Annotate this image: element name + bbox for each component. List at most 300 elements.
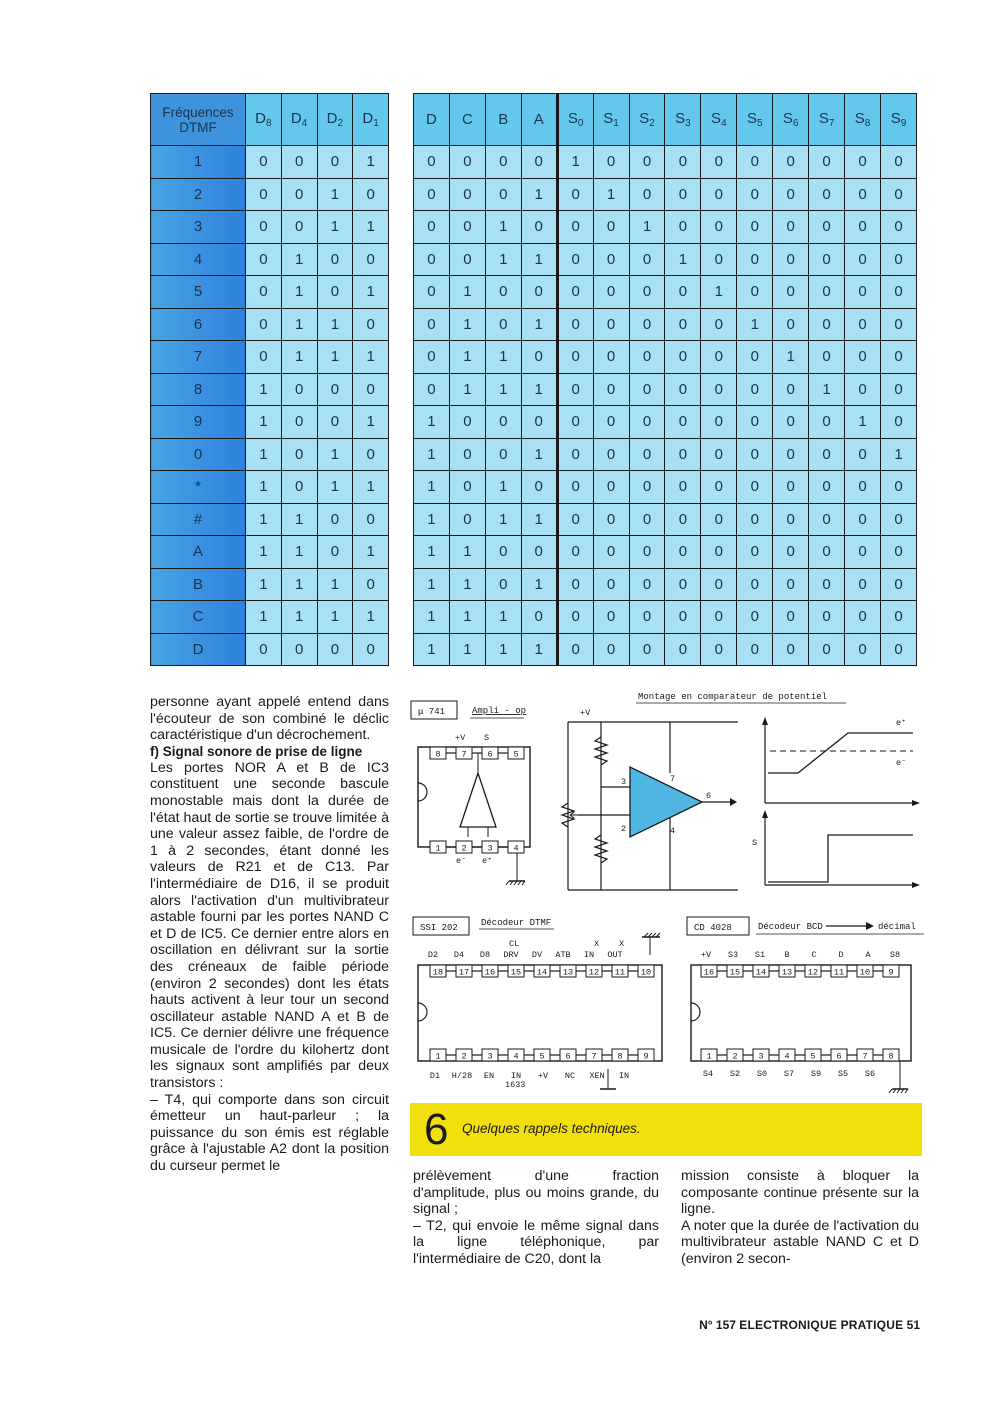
bit-cell: 0 [353,568,389,601]
bit-cell: 0 [414,276,450,309]
comparator-circuit [562,692,920,890]
bit-cell: 1 [414,536,450,569]
cd4028-title-arrow: décimal [878,922,916,932]
bit-cell: 0 [773,471,809,504]
header-cell: $S_6$ [773,94,809,146]
table-row [151,601,389,634]
bit-cell: 0 [665,341,701,374]
table-row [414,178,917,211]
pin-label: B [784,950,790,960]
bit-cell: 0 [317,373,353,406]
table-row [151,341,389,374]
pin-label: +V [537,1071,549,1081]
bit-cell: 0 [353,178,389,211]
pin-label: 7 [670,774,676,784]
bit-cell: 0 [521,341,557,374]
bit-cell: 0 [737,471,773,504]
header-cell: $D_4$ [281,94,317,146]
bit-cell: 0 [809,211,845,244]
pin-number: 4 [513,1051,519,1062]
bit-cell: 0 [593,146,629,179]
bit-cell: 1 [317,471,353,504]
bit-cell: 0 [246,211,282,244]
bit-cell: 0 [449,503,485,536]
bit-cell: 0 [449,243,485,276]
pin-label: S3 [727,950,739,960]
bit-cell: 1 [353,341,389,374]
bit-cell: 0 [773,243,809,276]
bit-cell: 1 [317,341,353,374]
bit-cell: 0 [629,536,665,569]
bit-cell: 0 [557,406,593,439]
bit-cell: 0 [809,601,845,634]
ssi202-title: Décodeur DTMF [481,918,552,928]
bit-cell: 1 [246,471,282,504]
bit-cell: 1 [521,373,557,406]
bit-cell: 0 [281,211,317,244]
bit-cell: 0 [281,146,317,179]
bit-cell: 0 [629,276,665,309]
bit-cell: 1 [485,601,521,634]
bit-cell: 0 [665,536,701,569]
bit-cell: 0 [737,276,773,309]
pin-number: 16 [484,967,496,978]
table-row [414,471,917,504]
bit-cell: 0 [629,243,665,276]
bit-cell: 1 [449,276,485,309]
table-row [151,471,389,504]
header-cell: $S_0$ [557,94,593,146]
bit-cell: 1 [449,536,485,569]
pin-label: IN [510,1071,522,1081]
bit-cell: 0 [773,633,809,666]
pin-number: 2 [461,843,467,854]
output-label: S [752,838,758,848]
bit-cell: 0 [629,178,665,211]
table-row [414,243,917,276]
bit-cell: 1 [246,438,282,471]
bit-cell: 0 [773,308,809,341]
bit-cell: 0 [737,146,773,179]
frequency-key-cell: A [151,536,246,569]
bit-cell: 0 [701,601,737,634]
bit-cell: 0 [773,536,809,569]
pin-label: OUT [607,950,623,960]
bit-cell: 0 [557,178,593,211]
bit-cell: 0 [701,373,737,406]
frequency-key-cell: # [151,503,246,536]
table-row [414,438,917,471]
bit-cell: 0 [557,341,593,374]
bit-cell: 1 [521,503,557,536]
bit-cell: 0 [845,276,881,309]
bit-cell: 0 [845,568,881,601]
bit-cell: 0 [773,406,809,439]
pin-label: S6 [864,1069,876,1079]
bit-cell: 0 [665,438,701,471]
bit-cell: 0 [880,568,916,601]
pin-number: 10 [859,967,871,978]
header-cell: $S_8$ [845,94,881,146]
ssi202-upper-label: CL [509,939,520,949]
bit-cell: 0 [665,146,701,179]
bit-cell: 0 [593,438,629,471]
bit-cell: 0 [317,503,353,536]
bit-cell: 0 [701,341,737,374]
bit-cell: 1 [246,373,282,406]
bit-cell: 0 [353,633,389,666]
table-row [151,276,389,309]
table-row [414,406,917,439]
table-row [414,211,917,244]
bit-cell: 0 [737,373,773,406]
pin-number: 8 [617,1051,623,1062]
bit-cell: 1 [521,178,557,211]
pin-number: 10 [640,967,652,978]
pin-number: 14 [755,967,767,978]
pin-number: 4 [784,1051,790,1062]
bit-cell: 0 [845,536,881,569]
bit-cell: 1 [246,503,282,536]
bit-cell: 1 [449,373,485,406]
bit-cell: 0 [557,471,593,504]
pin-number: 7 [591,1051,597,1062]
bit-cell: 0 [485,146,521,179]
bit-cell: 1 [281,276,317,309]
bit-cell: 0 [593,276,629,309]
pin-label: 4 [670,826,676,836]
bit-cell: 0 [701,243,737,276]
bit-cell: 0 [737,633,773,666]
table-row [414,536,917,569]
frequency-key-cell: 2 [151,178,246,211]
pin-label: S8 [889,950,901,960]
pin-number: 6 [487,749,493,760]
bit-cell: 0 [521,146,557,179]
bit-cell: 1 [414,471,450,504]
bit-cell: 0 [773,503,809,536]
mid-body: prélèvement d'une fraction d'amplitude, plus ou moins grande, du signal ; [413,1168,659,1218]
right-body: mission consiste à bloquer la composante continue présente sur la ligne. [681,1168,919,1218]
cd4028-label: CD 4028 [694,923,732,933]
frequency-key-cell: * [151,471,246,504]
bit-cell: 0 [809,243,845,276]
bit-cell: 0 [701,406,737,439]
bit-cell: 0 [737,406,773,439]
table-row [151,373,389,406]
pin-label: +V [700,950,712,960]
pin-number: 16 [703,967,715,978]
bit-cell: 1 [485,503,521,536]
cd4028-title: Décodeur BCD [758,922,823,932]
page-footer [699,1318,920,1332]
left-text-column [150,694,389,1175]
pin-label: S5 [837,1069,849,1079]
bit-cell: 0 [809,536,845,569]
pin-number: 2 [461,1051,467,1062]
pin-number: 17 [458,967,470,978]
table-row [414,633,917,666]
bit-cell: 0 [665,633,701,666]
bit-cell: 0 [246,633,282,666]
bit-cell: 0 [845,471,881,504]
bit-cell: 0 [809,438,845,471]
header-cell: $D_2$ [317,94,353,146]
pin-number: 13 [781,967,793,978]
bit-cell: 0 [317,633,353,666]
pin-number: 4 [513,843,519,854]
bit-cell: 1 [281,536,317,569]
bit-cell: 0 [593,308,629,341]
bit-cell: 0 [485,178,521,211]
bit-cell: 0 [593,211,629,244]
bit-cell: 1 [845,406,881,439]
opamp-bottom-label: e⁺ [482,856,493,866]
table-row [151,178,389,211]
cd4028-pinout [687,917,924,1093]
pin-label: ATB [555,950,571,960]
table-row [414,308,917,341]
bit-cell: 0 [353,373,389,406]
bit-cell: 0 [737,243,773,276]
bit-cell: 1 [246,568,282,601]
bit-cell: 0 [665,471,701,504]
bit-cell: 0 [593,568,629,601]
mid-item: – T2, qui envoie le même signal dans la ligne téléphonique, par l'intermédiaire de C20, dont la [413,1217,659,1267]
bit-cell: 1 [449,633,485,666]
frequency-key-cell: 7 [151,341,246,374]
bit-cell: 0 [317,243,353,276]
bit-cell: 0 [485,438,521,471]
table-row [151,536,389,569]
bit-cell: 1 [317,178,353,211]
table-row [151,406,389,439]
bit-cell: 0 [701,438,737,471]
pin-number: 12 [807,967,819,978]
bit-cell: 1 [701,276,737,309]
table-row [414,503,917,536]
bit-cell: 0 [629,633,665,666]
bit-cell: 0 [845,438,881,471]
bit-cell: 1 [246,536,282,569]
bit-cell: 0 [414,341,450,374]
curve-label: e⁻ [896,758,907,768]
bit-cell: 0 [593,503,629,536]
table-row [414,373,917,406]
bit-cell: 0 [737,341,773,374]
bit-cell: 0 [880,471,916,504]
table-row [414,601,917,634]
pin-number: 7 [862,1051,868,1062]
left-body: Les portes NOR A et B de IC3 constituent une seconde bascule monostable mais dont la durée de l'état haut de sortie se trouve limitée à une valeur assez faible, de l'ordre de 1 à 2 secondes, étant donné les valeurs de R21 et de C13. Par l'intermédiaire de D16, il se produit alors l'activation d'un multivibrateur astable fourni par les portes NAND C et D de IC5. Ce dernier entre alors en oscillation en délivrant sur la sortie des créneaux de faible période (environ 2 secondes) dont les états hauts activent à leur tour un second oscillateur astable NAND A et B de IC5. Ce dernier délivre une fréquence musicale de l'ordre du kilohertz dont les signaux sont amplifiés par deux transistors : [150,759,389,1092]
pin-number: 12 [588,967,600,978]
bit-cell: 0 [414,243,450,276]
bit-cell: 0 [593,601,629,634]
pin-number: 1 [435,1051,441,1062]
figure-caption [410,1103,922,1156]
bit-cell: 0 [629,471,665,504]
bit-cell: 0 [880,308,916,341]
bit-cell: 0 [449,146,485,179]
bit-cell: 0 [485,308,521,341]
bit-cell: 1 [353,146,389,179]
pin-number: 9 [888,967,894,978]
bit-cell: 0 [665,601,701,634]
bit-cell: 0 [845,308,881,341]
bit-cell: 1 [665,243,701,276]
bit-cell: 0 [845,503,881,536]
header-cell: D [414,94,450,146]
bit-cell: 0 [773,373,809,406]
bit-cell: 0 [557,536,593,569]
bit-cell: 1 [281,341,317,374]
bit-cell: 0 [880,276,916,309]
table-row [151,308,389,341]
bit-cell: 1 [485,633,521,666]
bit-cell: 0 [773,211,809,244]
bit-cell: 0 [414,211,450,244]
bit-cell: 0 [773,568,809,601]
bit-cell: 0 [880,503,916,536]
bit-cell: 0 [701,536,737,569]
opamp-label: μ 741 [418,707,446,717]
bit-cell: 0 [593,243,629,276]
bit-cell: 0 [665,211,701,244]
figure-caption-text: Quelques rappels techniques. [462,1121,641,1136]
bit-cell: 0 [665,276,701,309]
header-dtmf-frequencies: Fréquences DTMF [151,94,246,146]
bit-cell: 0 [557,438,593,471]
header-cell: $S_1$ [593,94,629,146]
right-item: A noter que la durée de l'activation du multivibrateur astable NAND C et D (environ 2 secon- [681,1217,919,1267]
bit-cell: 1 [593,178,629,211]
pin-label: S9 [810,1069,822,1079]
bit-cell: 0 [880,536,916,569]
pin-label: EN [483,1071,495,1081]
bit-cell: 0 [701,178,737,211]
right-text-column [681,1168,919,1268]
bit-cell: 0 [281,633,317,666]
header-cell: $S_9$ [880,94,916,146]
bit-cell: 0 [629,308,665,341]
bit-cell: 0 [557,503,593,536]
bit-cell: 0 [845,633,881,666]
bit-cell: 1 [414,438,450,471]
bit-cell: 0 [880,341,916,374]
pin-number: 6 [565,1051,571,1062]
bit-cell: 1 [737,308,773,341]
bit-cell: 0 [281,471,317,504]
header-cell: $S_3$ [665,94,701,146]
bit-cell: 1 [449,568,485,601]
bit-cell: 1 [281,568,317,601]
bit-cell: 0 [449,471,485,504]
pin-number: 2 [732,1051,738,1062]
bit-cell: 1 [521,308,557,341]
header-cell: $S_7$ [809,94,845,146]
frequency-key-cell: 8 [151,373,246,406]
ssi202-upper-label: X [619,939,625,949]
bit-cell: 0 [701,568,737,601]
pin-number: 15 [510,967,522,978]
bit-cell: 0 [629,373,665,406]
bit-cell: 0 [317,536,353,569]
pin-label: IN [583,950,595,960]
bit-cell: 0 [809,341,845,374]
bit-cell: 0 [809,276,845,309]
pin-label: DV [531,950,543,960]
bit-cell: 0 [629,438,665,471]
pin-number: 14 [536,967,548,978]
bit-cell: 0 [737,503,773,536]
table-row [414,341,917,374]
header-cell: $S_5$ [737,94,773,146]
bit-cell: 0 [880,406,916,439]
pin-number: 11 [833,967,845,978]
bit-cell: 1 [353,536,389,569]
bit-cell: 0 [845,373,881,406]
bit-cell: 1 [449,601,485,634]
pin-number: 9 [643,1051,649,1062]
bit-cell: 1 [521,568,557,601]
table-row [151,503,389,536]
bit-cell: 0 [449,211,485,244]
table-row [151,438,389,471]
bit-cell: 0 [521,211,557,244]
bit-cell: 0 [809,406,845,439]
bit-cell: 0 [880,178,916,211]
ssi202-pinout [413,917,662,1090]
page-number: 51 [906,1318,920,1332]
bit-cell: 0 [629,503,665,536]
bit-cell: 0 [281,373,317,406]
pin-number: 5 [539,1051,545,1062]
pin-number: 1 [706,1051,712,1062]
bit-cell: 0 [629,601,665,634]
bit-cell: 0 [521,536,557,569]
pin-label: IN [618,1071,630,1081]
bit-cell: 0 [414,308,450,341]
bit-cell: 0 [593,536,629,569]
pin-label: S2 [729,1069,741,1079]
frequency-key-cell: D [151,633,246,666]
bit-cell: 0 [701,503,737,536]
bit-cell: 0 [629,406,665,439]
pin-label: C [811,950,817,960]
bit-cell: 0 [880,243,916,276]
bit-cell: 0 [521,406,557,439]
ssi202-upper-label: X [594,939,600,949]
frequency-key-cell: C [151,601,246,634]
pin-number: 13 [562,967,574,978]
bit-cell: 0 [246,178,282,211]
pin-label: 3 [621,777,627,787]
bit-cell: 1 [809,373,845,406]
bit-cell: 0 [809,308,845,341]
bit-cell: 0 [281,438,317,471]
bit-cell: 1 [281,243,317,276]
bit-cell: 1 [449,341,485,374]
magazine-name: ELECTRONIQUE PRATIQUE [739,1318,904,1332]
bit-cell: 1 [880,438,916,471]
bit-cell: 0 [521,276,557,309]
bit-cell: 0 [557,568,593,601]
bit-cell: 0 [593,373,629,406]
bit-cell: 1 [317,568,353,601]
table-row [414,276,917,309]
bit-cell: 0 [485,276,521,309]
opamp-bottom-label: e⁻ [456,856,467,866]
